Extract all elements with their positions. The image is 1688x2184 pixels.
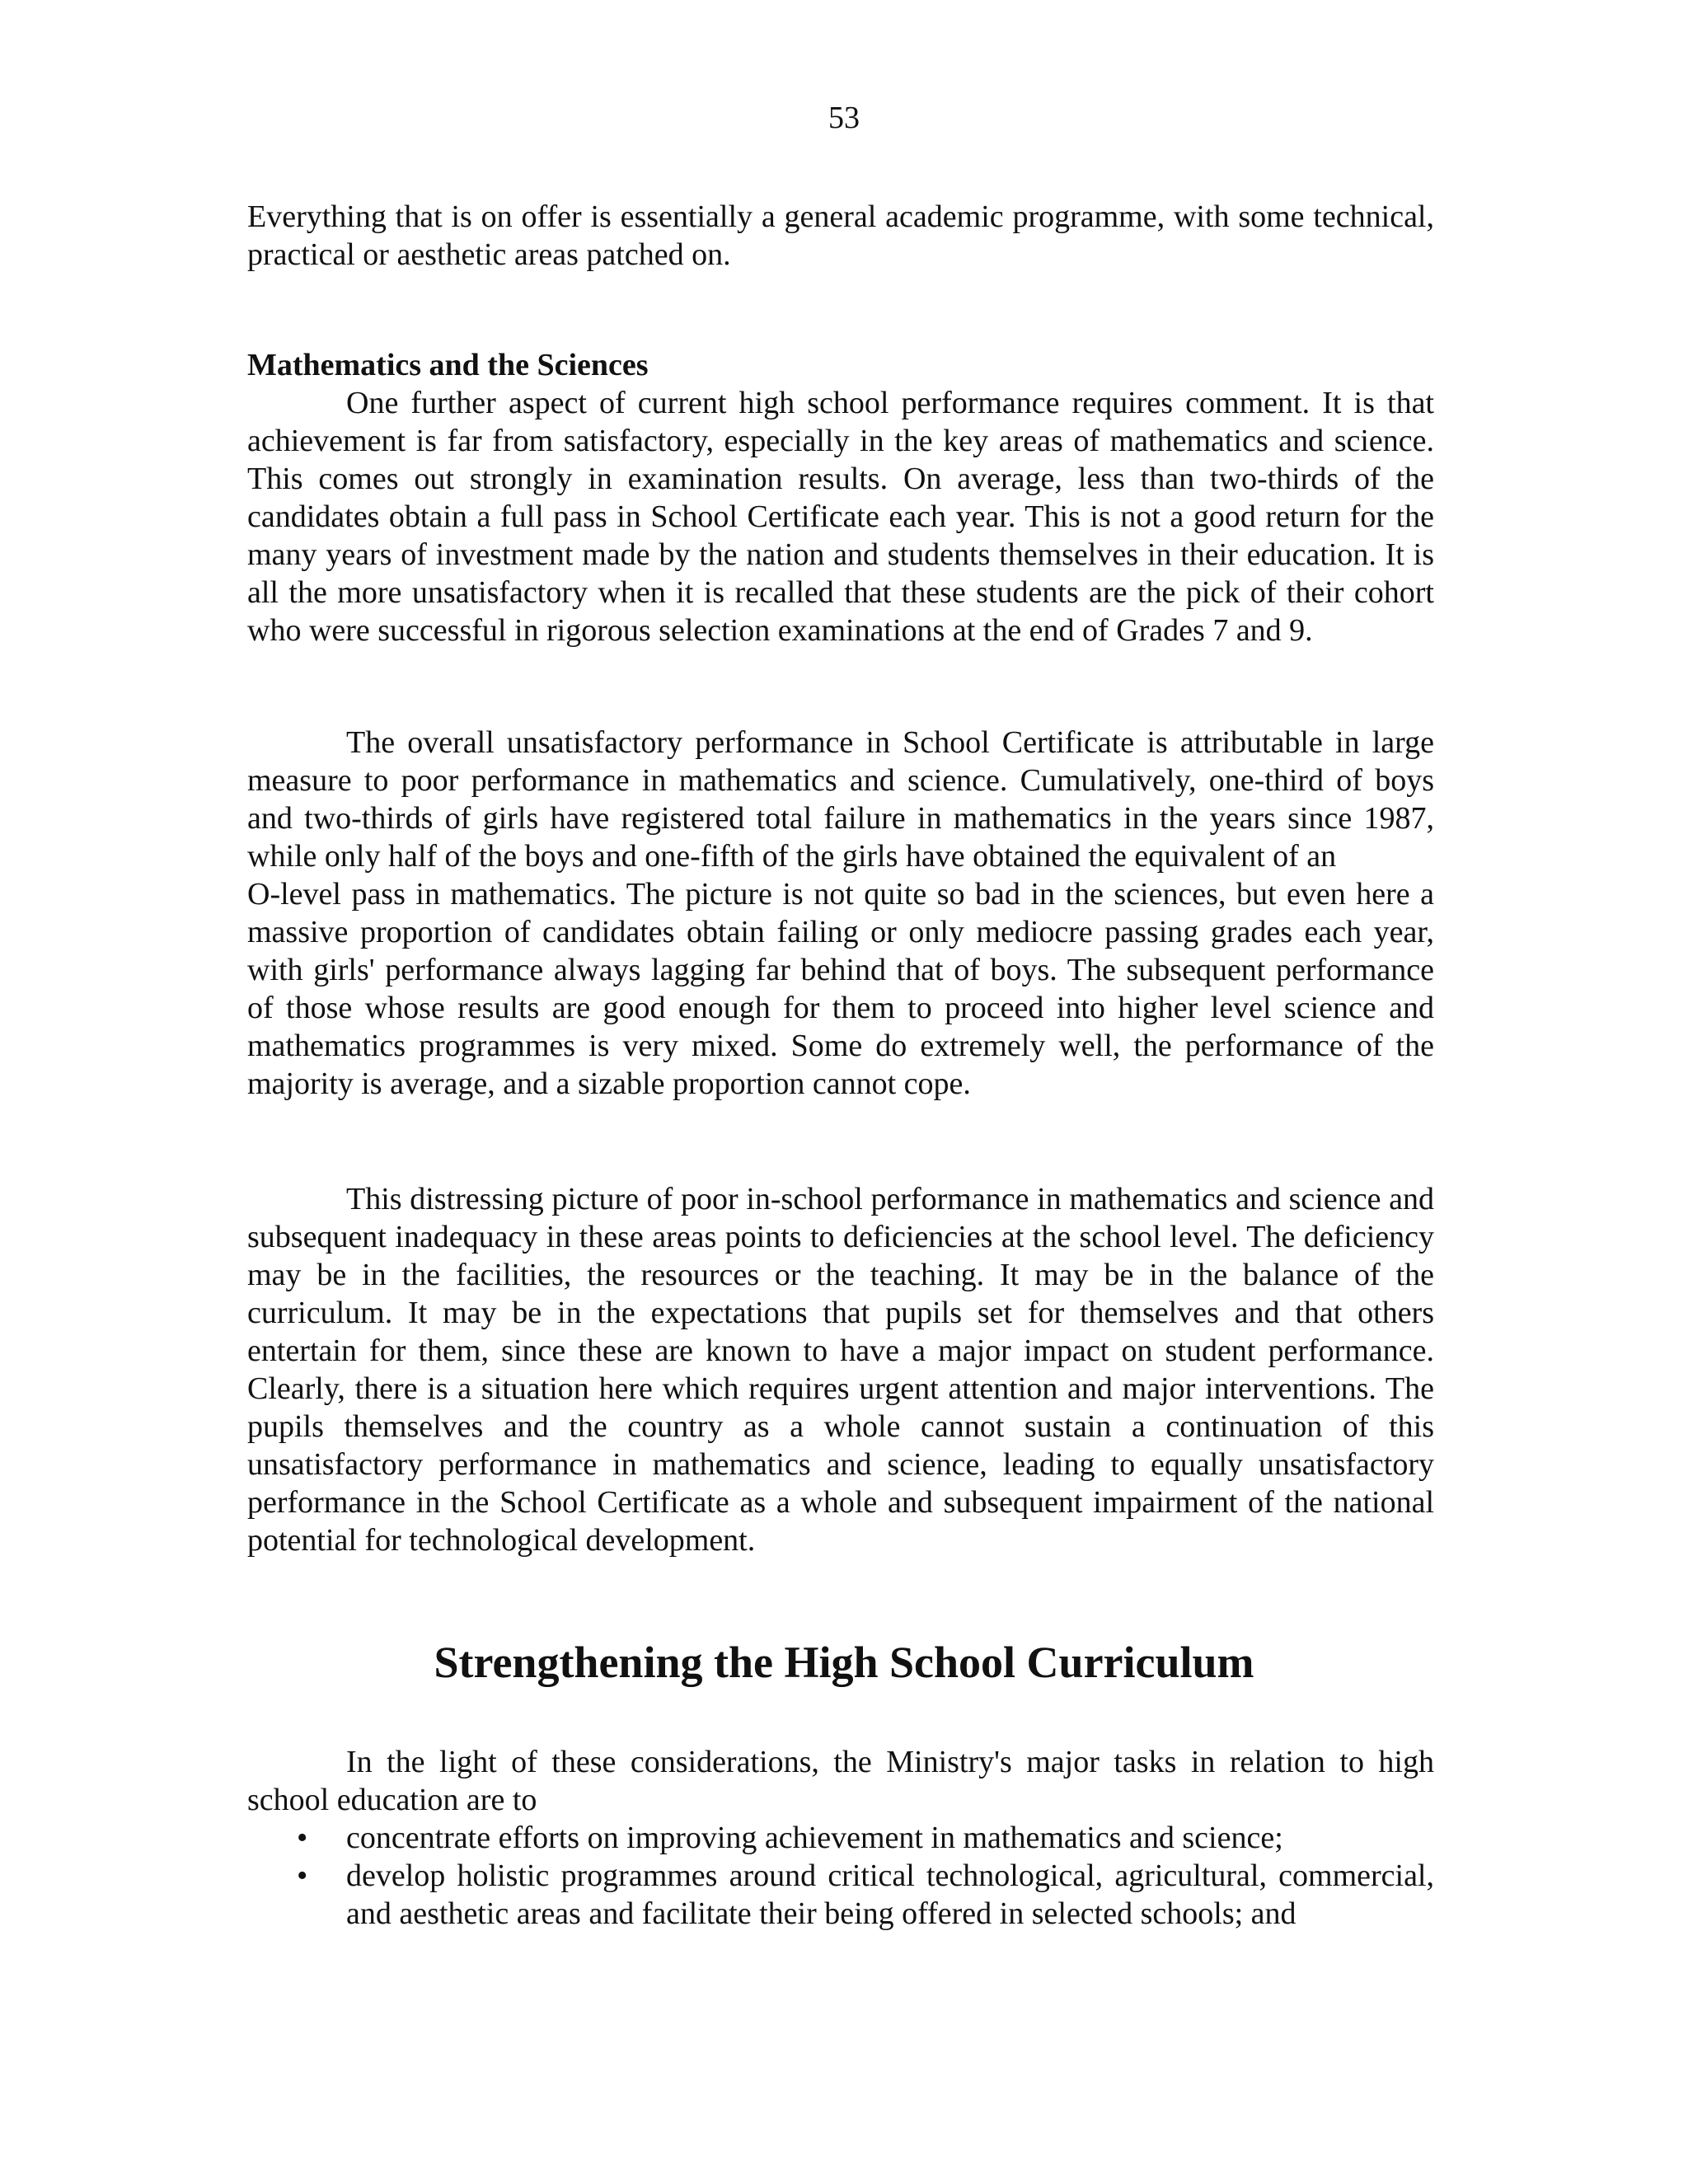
intro-paragraph: Everything that is on offer is essentially a general academic programme, with some technical, practical or aesthetic areas patched on. [247,199,1434,272]
ministry-task-list [247,1819,1434,1933]
math-sciences-section-2 [247,724,1434,1103]
intro-block [247,198,1434,274]
list-item [247,1857,1434,1933]
bullet-icon: • [297,1821,308,1855]
strengthening-intro: In the light of these considerations, the Ministry's major tasks in relation to high school education are to [247,1745,1434,1817]
section-title-strengthening: Strengthening the High School Curriculum [434,1638,1254,1687]
paragraph-olevel-pass: O-level pass in mathematics. The picture is not quite so bad in the sciences, but even here a massive proportion of candidates obtain failing or only mediocre passing grades each year, with girls' performance always lagging far behind that of boys. The subsequent performance of those whose results are good enough for them to proceed into higher level science and mathematics programmes is very mixed. Some do extremely well, the performance of the majority is average, and a sizable proportion cannot cope. [247,877,1434,1101]
page-number: 53 [828,101,860,135]
list-item-text: develop holistic programmes around critical technological, agricultural, commercial, and aesthetic areas and facilitate their being offered in selected schools; and [346,1858,1434,1931]
paragraph-performance-comment: One further aspect of current high school performance requires comment. It is that achievement is far from satisfactory, especially in the key areas of mathematics and science. This comes out strongly in examination results. On average, less than two-thirds of the candidates obtain a full pass in School Certificate each year. This is not a good return for the many years of investment made by the nation and students themselves in their education. It is all the more unsatisfactory when it is recalled that these students are the pick of their cohort who were successful in rigorous selection examinations at the end of Grades 7 and 9. [247,386,1434,648]
math-sciences-section [247,346,1434,649]
strengthening-intro-block [247,1743,1434,1819]
paragraph-distressing-picture: This distressing picture of poor in-school performance in mathematics and science and subsequent inadequacy in these areas points to deficiencies at the school level. The deficiency may be in the facilities, the resources or the teaching. It may be in the balance of the curriculum. It may be in the expectations that pupils set for themselves and that others entertain for them, since these are known to have a major impact on student performance. Clearly, there is a situation here which requires urgent attention and major interventions. The pupils themselves and the country as a whole cannot sustain a continuation of this unsatisfactory performance in mathematics and science, leading to equally unsatisfactory performance in the School Certificate as a whole and subsequent impairment of the national potential for technological development. [247,1182,1434,1558]
paragraph-unsatisfactory-performance: The overall unsatisfactory performance in School Certificate is attributable in large measure to poor performance in mathematics and science. Cumulatively, one-third of boys and two-thirds of girls have registered total failure in mathematics in the years since 1987, while only half of the boys and one-fifth of the girls have obtained the equivalent of an [247,725,1434,874]
section-heading: Mathematics and the Sciences [247,348,649,382]
bullet-icon: • [297,1858,308,1893]
list-item [247,1819,1434,1857]
list-item-text: concentrate efforts on improving achievement in mathematics and science; [346,1821,1283,1855]
math-sciences-section-3 [247,1180,1434,1559]
